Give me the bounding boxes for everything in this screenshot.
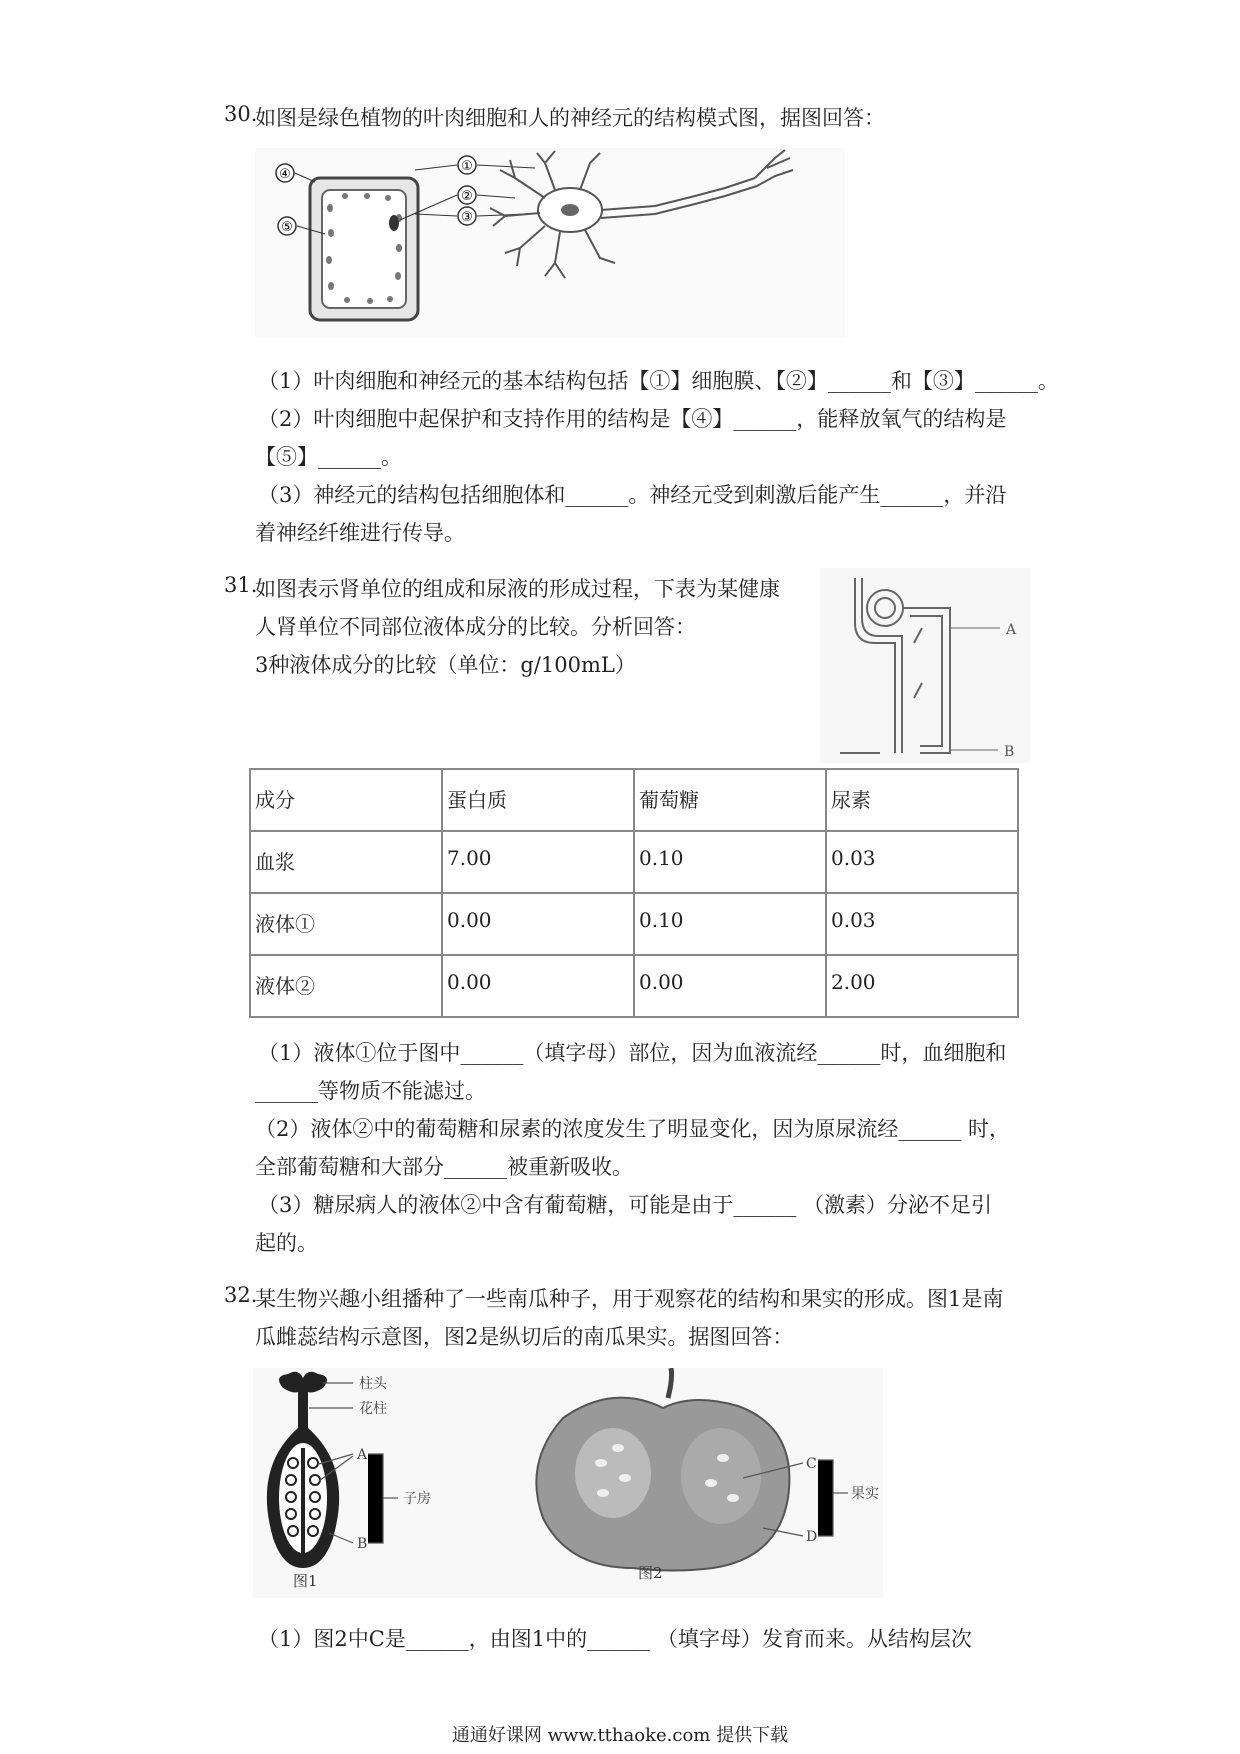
page-footer: 通通好课网 www.tthaoke.com 提供下载	[451, 1725, 789, 1746]
label-4: ④	[279, 167, 291, 182]
label-fruit: 果实	[851, 1486, 879, 1502]
label-D: D	[806, 1529, 818, 1545]
fig1-caption: 图1	[293, 1572, 318, 1590]
q30-sub3b: 着神经纤维进行传导。	[255, 521, 465, 545]
label-ovary: 子房	[403, 1491, 431, 1507]
label-B: B	[357, 1536, 368, 1552]
label-A: A	[357, 1447, 368, 1463]
q30-number: 30.	[224, 102, 258, 126]
label-A: A	[1006, 622, 1017, 638]
table-row	[250, 769, 1018, 831]
q31-sub1b: ______等物质不能滤过。	[255, 1079, 486, 1103]
label-stigma: 柱头	[359, 1376, 387, 1392]
q30-sub1: （1）叶肉细胞和神经元的基本结构包括【①】细胞膜、【②】______和【③】______。	[258, 369, 1059, 393]
table-header: 尿素	[826, 769, 1018, 831]
label-5: ⑤	[281, 220, 293, 235]
q31-sub2a: （2）液体②中的葡萄糖和尿素的浓度发生了明显变化，因为原尿流经______ 时，	[255, 1117, 1011, 1141]
label-2: ②	[461, 189, 473, 204]
q30-figure	[255, 148, 845, 338]
q31-sub2b: 全部葡萄糖和大部分______被重新吸收。	[255, 1155, 633, 1179]
label-1: ①	[461, 159, 473, 174]
table-cell: 液体②	[250, 955, 442, 1017]
table-cell: 0.03	[826, 831, 1018, 893]
q32-sub1: （1）图2中C是______，由图1中的______ （填字母）发育而来。从结构层次	[258, 1627, 972, 1651]
table-cell: 血浆	[250, 831, 442, 893]
q32-stem-a: 某生物兴趣小组播种了一些南瓜种子，用于观察花的结构和果实的形成。图1是南	[255, 1287, 1004, 1311]
table-cell: 0.00	[634, 955, 826, 1017]
q31-number: 31.	[224, 573, 258, 597]
q31-nephron-figure	[820, 568, 1030, 763]
q30-stem: 如图是绿色植物的叶肉细胞和人的神经元的结构模式图，据图回答：	[255, 106, 885, 130]
mesophyll-cell-drawing	[310, 176, 418, 338]
table-cell: 液体①	[250, 893, 442, 955]
q30-sub2a: （2）叶肉细胞中起保护和支持作用的结构是【④】______，能释放氧气的结构是	[258, 407, 1007, 431]
table-cell: 2.00	[826, 955, 1018, 1017]
label-C: C	[806, 1456, 817, 1472]
table-row	[250, 831, 1018, 893]
table-header: 葡萄糖	[634, 769, 826, 831]
q30-sub3a: （3）神经元的结构包括细胞体和______。神经元受到刺激后能产生______，并沿	[258, 483, 1007, 507]
fig2-caption: 图2	[638, 1564, 663, 1582]
table-cell: 0.10	[634, 831, 826, 893]
q31-stem-b: 人肾单位不同部位液体成分的比较。分析回答：	[255, 615, 696, 639]
table-cell: 7.00	[442, 831, 634, 893]
table-header: 成分	[250, 769, 442, 831]
label-style: 花柱	[359, 1401, 387, 1417]
table-header: 蛋白质	[442, 769, 634, 831]
q32-number: 32.	[224, 1283, 258, 1307]
table-cell: 0.03	[826, 893, 1018, 955]
q32-stem-b: 瓜雌蕊结构示意图，图2是纵切后的南瓜果实。据图回答：	[255, 1325, 794, 1349]
table-row	[250, 955, 1018, 1017]
q31-sub3a: （3）糖尿病人的液体②中含有葡萄糖，可能是由于______ （激素）分泌不足引	[258, 1193, 993, 1217]
q30-sub2b: 【⑤】______。	[255, 445, 402, 469]
table-row	[250, 893, 1018, 955]
table-cell: 0.00	[442, 955, 634, 1017]
q31-sub3b: 起的。	[255, 1231, 318, 1255]
table-cell: 0.00	[442, 893, 634, 955]
q31-stem-a: 如图表示肾单位的组成和尿液的形成过程，下表为某健康	[255, 577, 780, 601]
q31-sub1a: （1）液体①位于图中______（填字母）部位，因为血液流经______时，血细胞和	[258, 1041, 1007, 1065]
q31-table	[249, 768, 1019, 1018]
q31-caption: 3种液体成分的比较（单位：g/100mL）	[255, 653, 636, 677]
table-cell: 0.10	[634, 893, 826, 955]
q32-figures	[253, 1368, 883, 1598]
label-3: ③	[461, 210, 473, 225]
label-B: B	[1004, 744, 1015, 760]
